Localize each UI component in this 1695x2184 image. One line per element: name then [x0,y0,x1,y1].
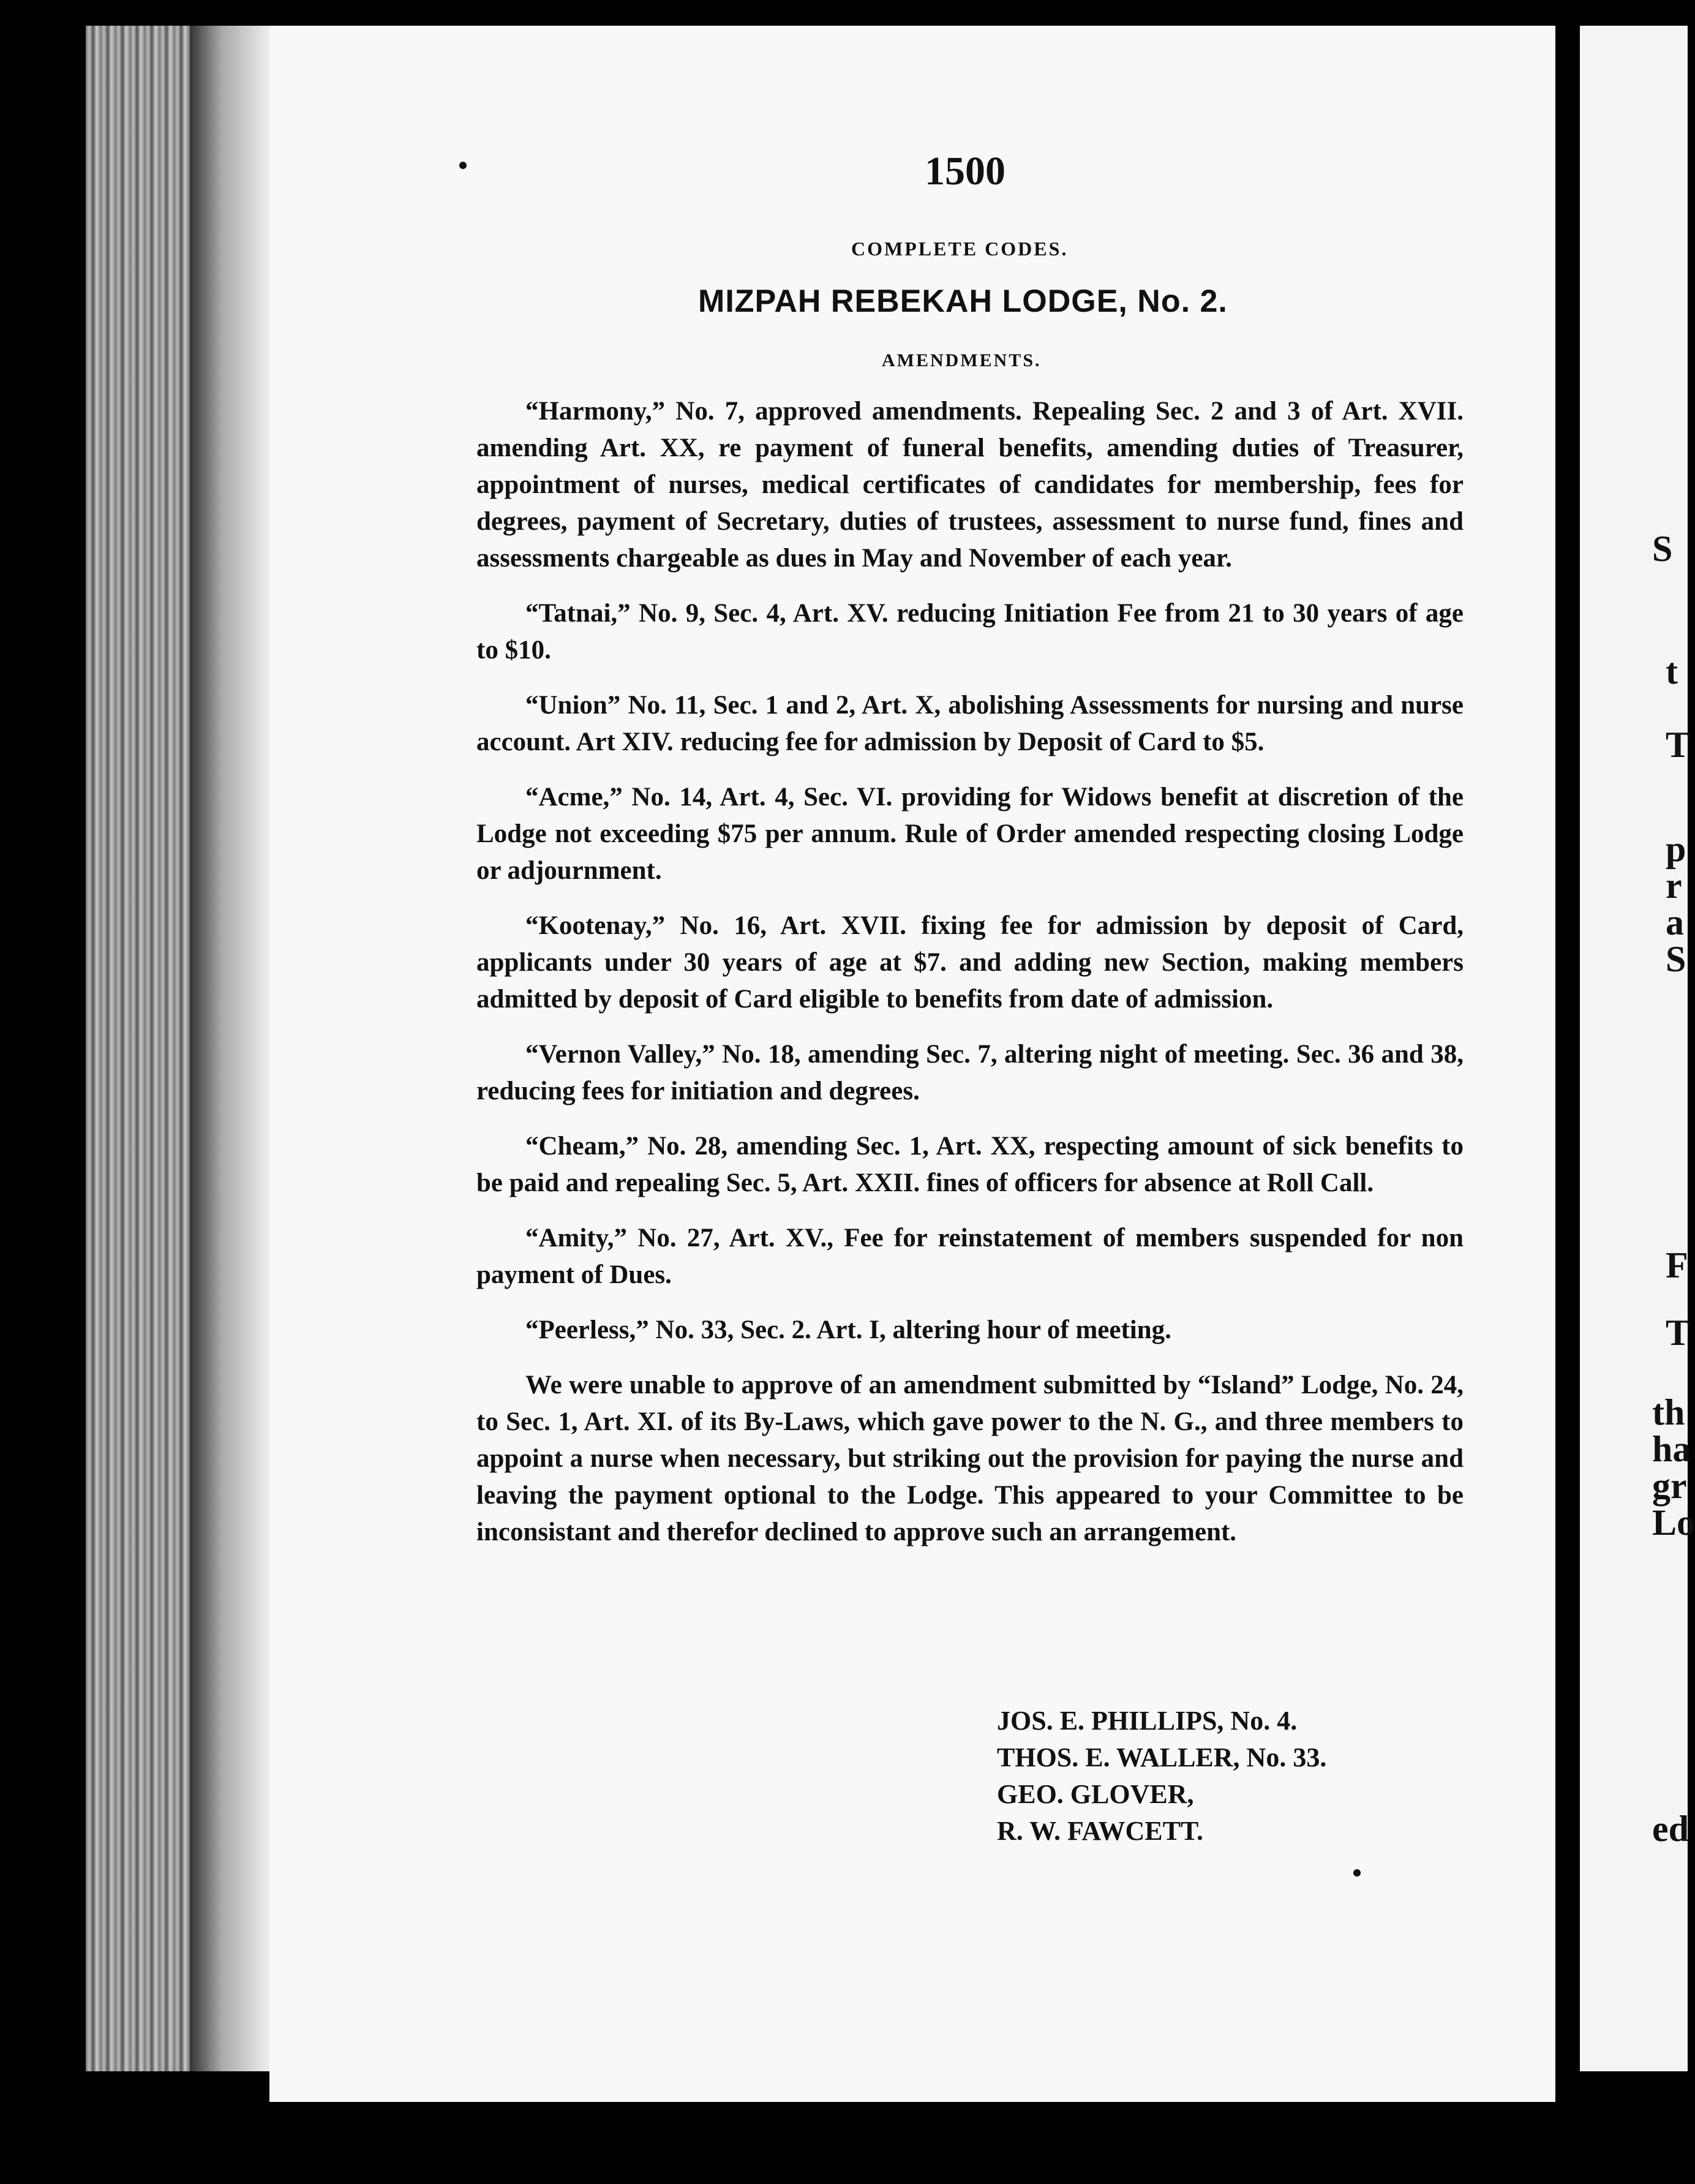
paragraph-peerless: “Peerless,” No. 33, Sec. 2. Art. I, altering hour of meeting. [525,1316,1171,1344]
facing-text-fragment: ha [1652,1429,1691,1469]
paragraph-kootenay: “Kootenay,” No. 16, Art. XVII. fixing fee for admission by deposit of Card, applicants under 30 years of age at $7. and adding new Section, making members admitted by deposit of Card eligible to benefits from date of admission. [476,911,1464,1014]
signature-line: THOS. E. WALLER, No. 33. [997,1742,1327,1772]
facing-text-fragment: ed [1652,1809,1689,1849]
gutter-shadow [190,26,269,2071]
facing-text-fragment: S [1652,529,1673,569]
page-number: 1500 [925,149,1005,194]
section-label: COMPLETE CODES. [851,238,1069,260]
lodge-title: MIZPAH REBEKAH LODGE, No. 2. [698,284,1228,319]
book-page [269,26,1555,2102]
facing-text-fragment: T [1666,1312,1691,1353]
facing-page-edge [1580,26,1695,2071]
signature-line: GEO. GLOVER, [997,1779,1194,1809]
facing-text-fragment: a [1666,902,1684,943]
facing-text-fragment: T [1666,725,1691,765]
amendments-body [476,393,1464,1569]
facing-text-fragment: th [1652,1392,1685,1433]
paragraph-cheam: “Cheam,” No. 28, amending Sec. 1, Art. XX, respecting amount of sick benefits to be paid and repealing Sec. 5, Art. XXII. fines of officers for absence at Roll Call. [476,1132,1464,1197]
facing-text-fragment: t [1666,651,1678,691]
facing-text-fragment: Lo [1652,1502,1695,1543]
facing-text-fragment: p [1666,829,1686,869]
facing-text-fragment: S [1666,939,1686,979]
book-page-edges [86,26,269,2071]
signature-block [997,1703,1326,1850]
signature-line: R. W. FAWCETT. [997,1816,1204,1846]
facing-text-fragment: gr [1652,1466,1687,1506]
paragraph-vernon-valley: “Vernon Valley,” No. 18, amending Sec. 7, altering night of meeting. Sec. 36 and 38, reducing fees for initiation and degrees. [476,1040,1464,1105]
facing-text-fragment: F [1666,1245,1688,1286]
scan-border-top [0,0,1688,26]
signature-line: JOS. E. PHILLIPS, No. 4. [997,1706,1298,1736]
paragraph-island-note: We were unable to approve of an amendment submitted by “Island” Lodge, No. 24, to Sec. 1, Art. XI. of its By-Laws, which gave power to the N. G., and three members to appoint a nurse when necessary, but striking out the provision for paying the nurse and leaving the payment optional to the Lodge. This appeared to your Committee to be inconsistant and therefor declined to approve such an arrangement. [476,1371,1464,1546]
facing-text-fragment: r [1666,865,1682,906]
paragraph-harmony: “Harmony,” No. 7, approved amendments. Repealing Sec. 2 and 3 of Art. XVII. amending Art. XX, re payment of funeral benefits, amending duties of Treasurer, appointment of nurses, medical certificates of candidates for membership, fees for degrees, payment of Secretary, duties of trustees, assessment to nurse fund, fines and assessments chargeable as dues in May and November of each year. [476,397,1464,573]
paragraph-amity: “Amity,” No. 27, Art. XV., Fee for reinstatement of members suspended for non payment of Dues. [476,1224,1464,1289]
paragraph-acme: “Acme,” No. 14, Art. 4, Sec. VI. providing for Widows benefit at discretion of the Lodge not exceeding $75 per annum. Rule of Order amended respecting closing Lodge or adjournment. [476,783,1464,885]
ink-speck [459,162,467,169]
paragraph-union: “Union” No. 11, Sec. 1 and 2, Art. X, abolishing Assessments for nursing and nurse account. Art XIV. reducing fee for admission by Deposit of Card to $5. [476,691,1464,756]
paragraph-tatnai: “Tatnai,” No. 9, Sec. 4, Art. XV. reducing Initiation Fee from 21 to 30 years of age to $10. [476,599,1464,665]
ink-speck [1353,1869,1361,1877]
subsection-label: AMENDMENTS. [882,350,1042,371]
